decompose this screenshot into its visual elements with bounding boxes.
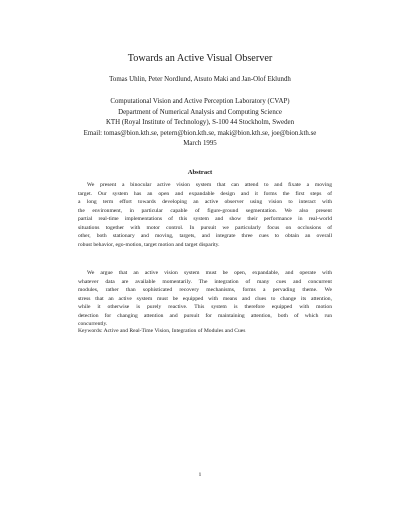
author-list: Tomas Uhlin, Peter Nordlund, Atsuto Maki and Jan-Olof Eklundh (109, 76, 291, 83)
page-number: i (199, 471, 201, 478)
abstract-paragraph-1 (78, 181, 332, 249)
abstract-line: concurrently. (78, 321, 108, 327)
abstract-paragraph-2 (78, 269, 332, 329)
abstract-line: We argue that an active vision system must be open, expandable, and operate with (87, 270, 332, 276)
abstract-line: other, both stationary and moving, targets, and integrate three cues to obtain an overall (78, 233, 332, 239)
affiliation-email: Email: tomas@bion.kth.se, petern@bion.kth.se, maki@bion.kth.se, joe@bion.kth.se (83, 129, 317, 137)
abstract-line: robust behavior, ego-motion, target motion and target disparity. (78, 241, 220, 248)
abstract-line: stress that an active system must be equipped with means and clues to change its attention, (78, 295, 332, 302)
paper-title: Towards an Active Visual Observer (127, 53, 273, 64)
paper-date: March 1995 (183, 140, 217, 147)
abstract-line: the environment, in particular capable of figure-ground segmentation. We also present (78, 207, 332, 214)
affiliation-institution: KTH (Royal Institute of Technology), S-100 44 Stockholm, Sweden (105, 119, 295, 126)
abstract-line: while it otherwise is purely reactive. This system is therefore equipped with motion (78, 304, 332, 310)
affiliation-department: Department of Numerical Analysis and Computing Science (118, 108, 282, 116)
abstract-line: a long term effort towards developing an active observer using vision to interact with (78, 199, 332, 205)
abstract-line: modules, rather than sophisticated recovery mechanisms, forms a pervading theme. We (78, 287, 332, 293)
abstract-heading: Abstract (187, 169, 213, 176)
affiliation-block (0, 97, 400, 139)
abstract-line: partial real-time implementations of this system and show their performance in real-world (78, 216, 332, 222)
abstract-line: whatever data are available momentarily. The integration of many cues and concurrent (78, 278, 332, 285)
keywords-line: Keywords: Active and Real-Time Vision, Integration of Modules and Cues (78, 328, 246, 334)
abstract-line: We present a binocular active vision system that can attend to and fixate a moving (87, 182, 332, 188)
abstract-line: detection for changing attention and pursuit for maintaining attention, both of which run (78, 312, 332, 319)
affiliation-lab: Computational Vision and Active Perception Laboratory (CVAP) (110, 98, 290, 105)
abstract-line: situations together with motor control. In pursuit we particularly focus on occlusions of (78, 224, 332, 231)
abstract-line: target. Our system has an open and expandable design and it forms the first steps of (78, 190, 332, 197)
